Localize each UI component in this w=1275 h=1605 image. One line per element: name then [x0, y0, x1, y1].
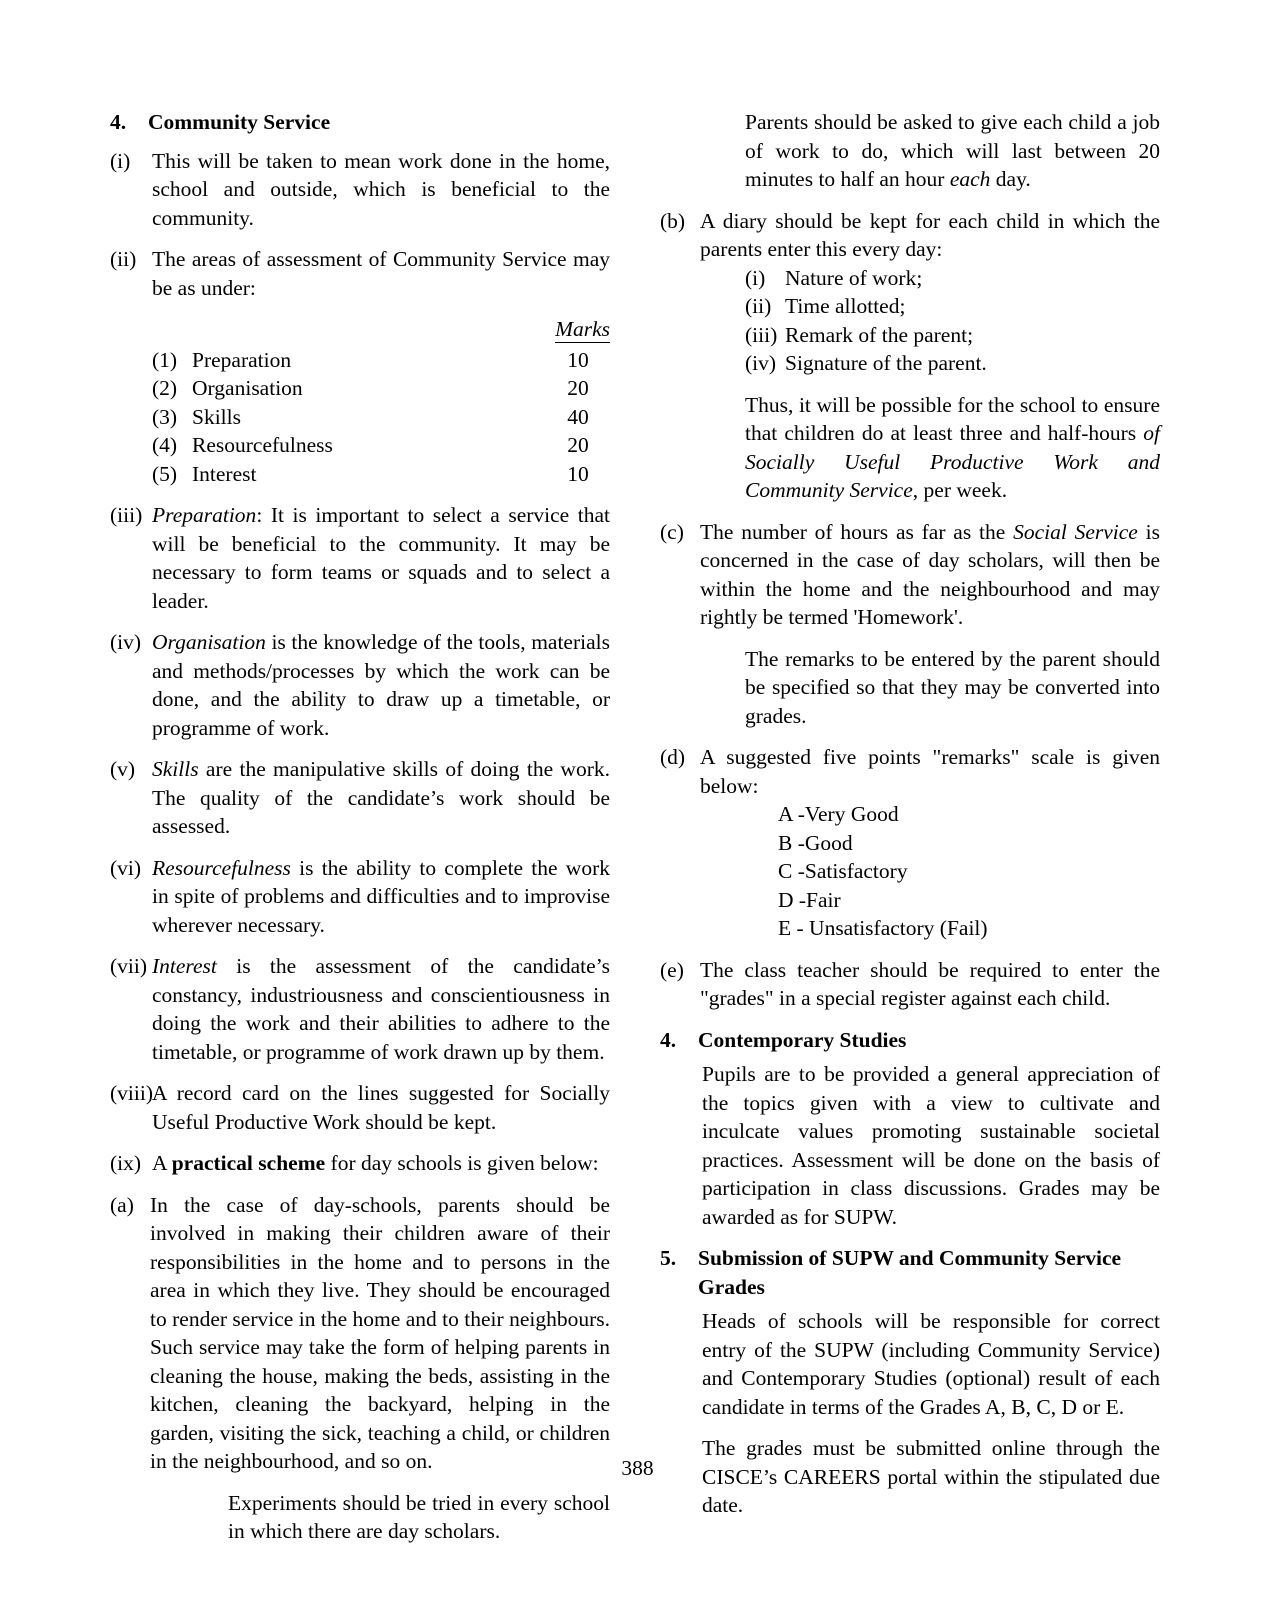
list-marker: (b)	[660, 208, 686, 233]
section-number: 4.	[660, 1027, 677, 1052]
list-marker: (v)	[110, 757, 136, 781]
text-before-italic: Parents should be asked to give each child a job of work to do, which will last between 20 minutes to half an hour	[745, 110, 1160, 191]
text-after-italic: day.	[990, 167, 1031, 191]
list-item-text	[152, 628, 610, 742]
list-marker: (vi)	[110, 855, 142, 880]
marks-row-number: (4)	[152, 433, 178, 457]
list-item-text: Nature of work;	[785, 265, 923, 290]
marks-row-label: Interest	[192, 461, 257, 486]
list-item-text	[152, 501, 610, 615]
list-item-text	[152, 854, 610, 940]
emphasis-term: Organisation	[152, 630, 266, 654]
grade-scale-item-d: D -Fair	[778, 887, 841, 912]
section-title: Submission of SUPW and Community Service Grades	[698, 1246, 1122, 1299]
list-item-text: A diary should be kept for each child in which the parents enter this every day:	[700, 208, 1160, 261]
emphasis-term: Interest	[152, 954, 217, 978]
list-item-rest: : It is important to select a service that will be beneficial to the community. It may be necessary to form teams or squads and to select a leader.	[152, 503, 610, 613]
list-item-rest: is the ability to complete the work in spite of problems and difficulties and to improvise wherever necessary.	[152, 855, 610, 937]
list-item-rest: is the assessment of the candidate’s constancy, industriousness and conscientiousness in doing the work and their abilities to adhere to the timetable, or programme of work drawn up by them.	[152, 954, 610, 1064]
list-item-iv	[110, 628, 610, 742]
marks-row-label: Resourcefulness	[192, 433, 333, 457]
list-item-text: The class teacher should be required to enter the "grades" in a special register against each child.	[700, 957, 1160, 1010]
marks-row-label: Organisation	[192, 376, 303, 400]
list-item-rest: is the knowledge of the tools, materials and methods/processes by which the work can be done, and the ability to draw up a timetable, or programme of work.	[152, 630, 610, 740]
marks-row-value: 20	[567, 376, 589, 400]
section-number: 5.	[660, 1246, 677, 1270]
grade-scale-item-a: A -Very Good	[778, 802, 899, 826]
list-marker: (c)	[660, 519, 684, 544]
diary-sub-list	[745, 264, 1160, 378]
scheme-item-b	[660, 207, 1160, 264]
experiments-paragraph: Experiments should be tried in every school in which there are day scholars.	[228, 1490, 610, 1543]
marks-row-number: (2)	[152, 376, 178, 400]
section-number: 4.	[110, 110, 127, 134]
list-item-vi	[110, 854, 610, 940]
list-item-text: This will be taken to mean work done in the home, school and outside, which is beneficial to the community.	[152, 148, 610, 230]
bold-term: practical scheme	[171, 1151, 326, 1175]
grade-scale-item-b: B -Good	[778, 830, 853, 855]
marks-row-label: Preparation	[192, 347, 292, 372]
list-item-text: Signature of the parent.	[785, 351, 987, 375]
list-marker: (e)	[660, 957, 684, 982]
parents-paragraph	[745, 108, 1160, 194]
marks-row-value: 40	[567, 404, 589, 429]
marks-table	[152, 315, 610, 488]
remarks-paragraph: The remarks to be entered by the parent should be specified so that they may be converted into grades.	[745, 646, 1160, 728]
marks-row-number: (1)	[152, 347, 178, 372]
list-item-viii	[110, 1079, 610, 1136]
diary-item-ii	[745, 292, 1160, 321]
list-marker: (a)	[110, 1192, 134, 1217]
section-title: Community Service	[148, 110, 331, 134]
emphasis-term: Resourcefulness	[152, 855, 291, 880]
list-item-text	[152, 755, 610, 841]
diary-item-i	[745, 264, 1160, 293]
list-marker: (d)	[660, 745, 686, 769]
section-title: Contemporary Studies	[698, 1027, 907, 1052]
marks-row-value: 10	[567, 461, 589, 486]
marks-table-header-row	[152, 315, 610, 344]
list-item-text: A suggested five points "remarks" scale is given below:	[700, 745, 1160, 798]
list-item-text	[152, 952, 610, 1066]
list-marker: (iii)	[110, 503, 143, 527]
section-heading-submission	[660, 1244, 1160, 1301]
text-before-italic: The number of hours as far as the	[700, 519, 1014, 544]
table-row	[152, 403, 610, 432]
section-heading-contemporary-studies	[660, 1026, 1160, 1055]
marks-row-value: 10	[567, 347, 589, 372]
text-after-italic: is concerned in the case of day scholars, will then be within the home and the neighbourhood and may rightly be termed 'Homework'.	[700, 519, 1160, 629]
emphasis-term: Social Service	[1013, 519, 1138, 544]
table-row	[152, 374, 610, 403]
page-number: 388	[621, 1456, 654, 1480]
text-after-italic: , per week.	[912, 478, 1008, 502]
text-before-italic: Thus, it will be possible for the school to ensure that children do at least three and half-hours	[745, 392, 1160, 445]
list-marker: (vii)	[110, 954, 148, 978]
submission-body-paragraph-1: Heads of schools will be responsible for correct entry of the SUPW (including Community Service) and Contemporary Studies (optional) result of each candidate in terms of the Grades A, B, C, D or E.	[702, 1309, 1160, 1419]
marks-column-header: Marks	[555, 317, 610, 341]
table-row	[152, 346, 610, 375]
list-item-v	[110, 755, 610, 841]
scheme-item-a	[110, 1191, 610, 1476]
marks-row-value: 20	[567, 433, 589, 457]
list-item-ix	[110, 1149, 610, 1178]
page-footer	[0, 1455, 1275, 1481]
list-item-text	[700, 518, 1160, 632]
list-item-text: Remark of the parent;	[785, 322, 974, 347]
grade-scale-item-c: C -Satisfactory	[778, 859, 908, 883]
list-marker: (viii)	[110, 1081, 153, 1105]
scheme-item-d	[660, 743, 1160, 800]
section-heading-community-service	[110, 108, 610, 137]
scheme-item-e	[660, 956, 1160, 1013]
diary-item-iv	[745, 349, 1160, 378]
left-column	[110, 108, 610, 1546]
emphasis-term: of Socially Useful Productive Work and Community Service	[745, 421, 1160, 502]
list-item-text: The areas of assessment of Community Service may be as under:	[152, 247, 610, 300]
list-marker: (ii)	[745, 294, 772, 318]
grade-scale-list	[778, 800, 1160, 943]
text-before-bold: A	[152, 1151, 172, 1175]
list-item-text: A record card on the lines suggested for Socially Useful Productive Work should be kept.	[152, 1081, 610, 1134]
list-marker: (ii)	[110, 247, 137, 271]
marks-row-number: (3)	[152, 404, 178, 429]
emphasis-term: Preparation	[152, 503, 257, 527]
list-marker: (iii)	[745, 322, 778, 347]
list-marker: (ix)	[110, 1151, 142, 1175]
table-row	[152, 460, 610, 489]
diary-item-iii	[745, 321, 1160, 350]
list-item-i	[110, 147, 610, 233]
thus-paragraph	[745, 391, 1160, 505]
marks-row-label: Skills	[192, 404, 241, 429]
grade-scale-item-e: E - Unsatisfactory (Fail)	[778, 916, 988, 940]
text-after-bold: for day schools is given below:	[325, 1151, 599, 1175]
list-item-text: Time allotted;	[785, 294, 906, 318]
submission-body-paragraph-2: The grades must be submitted online through the CISCE’s CAREERS portal within the stipulated due date.	[702, 1436, 1160, 1517]
list-marker: (i)	[745, 265, 766, 290]
list-item-ii	[110, 245, 610, 302]
list-marker: (iv)	[110, 630, 142, 654]
list-item-text	[152, 1149, 610, 1178]
list-item-vii	[110, 952, 610, 1066]
list-item-rest: are the manipulative skills of doing the work. The quality of the candidate’s work should be assessed.	[152, 757, 610, 838]
contemporary-studies-body: Pupils are to be provided a general appreciation of the topics given with a view to cultivate and inculcate values promoting sustainable societal practices. Assessment will be done on the basis of participation in class discussions. Grades may be awarded as for SUPW.	[702, 1062, 1160, 1229]
list-item-iii	[110, 501, 610, 615]
list-item-text: In the case of day-schools, parents should be involved in making their children aware of their responsibilities in the home and to persons in the area in which they live. They should be encouraged to render service in the home and to their neighbours. Such service may take the form of helping parents in cleaning the house, making the beds, assisting in the kitchen, cleaning the backyard, helping in the garden, visiting the sick, teaching a child, or children in the neighbourhood, and so on.	[150, 1192, 610, 1473]
table-row	[152, 431, 610, 460]
emphasis-term: each	[949, 167, 991, 191]
emphasis-term: Skills	[152, 757, 199, 781]
list-marker: (i)	[110, 148, 131, 173]
right-column	[660, 108, 1160, 1520]
marks-row-number: (5)	[152, 461, 178, 486]
list-marker: (iv)	[745, 351, 777, 375]
scheme-item-c	[660, 518, 1160, 632]
